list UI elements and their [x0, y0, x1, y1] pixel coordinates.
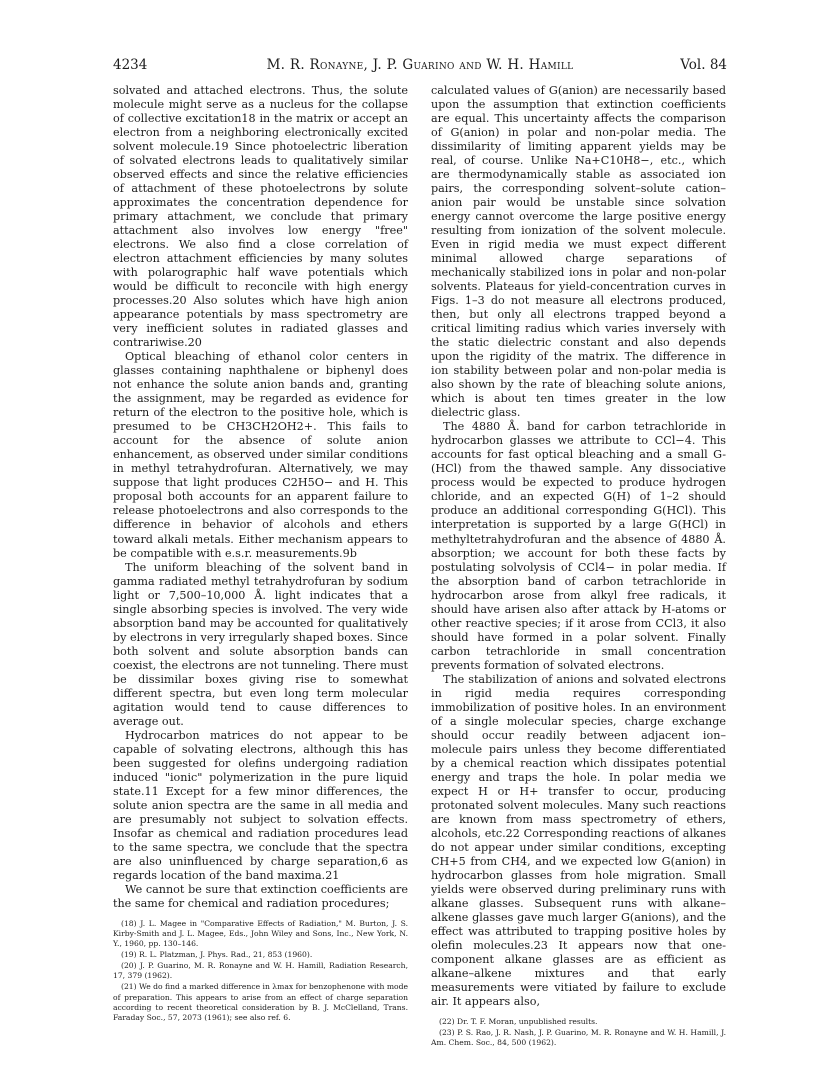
paragraph: calculated values of G(anion) are necessarily based upon the assumption that extinction coefficients are equal. This uncertainty affects the comparison of G(anion) in polar and non-polar media. The dissimilarity of limiting apparent yields may be real, of course. Unlike Na+C10H8−, etc., which are thermodynamically stable as associated ion pairs, the corresponding solvent–solute cation–anion pair would be unstable since solvation energy cannot overcome the large positive energy resulting from ionization of the solvent molecule. Even in rigid media we must expect different minimal allowed charge separations of mechanically stabilized ions in polar and non-polar solvents. Plateaus for yield-concentration curves in Figs. 1–3 do not measure all electrons produced, then, but only all electrons trapped beyond a critical limiting radius which varies inversely with the static dielectric constant and also depends upon the rigidity of the matrix. The difference in ion stability between polar and non-polar media is also shown by the rate of bleaching solute anions, which is about ten times greater in the low dielectric glass. [431, 84, 726, 420]
footnotes [431, 1017, 726, 1048]
footnote: (18) J. L. Magee in "Comparative Effects of Radiation," M. Burton, J. S. Kirby-Smith and J. L. Magee, Eds., John Wiley and Sons, Inc., New York, N. Y., 1960, pp. 130–146. [113, 918, 408, 949]
footnote: (20) J. P. Guarino, M. R. Ronayne and W. H. Hamill, Radiation Research, 17, 379 (1962). [113, 961, 408, 981]
left-column [113, 84, 408, 1024]
paragraph: The 4880 Å. band for carbon tetrachloride in hydrocarbon glasses we attribute to CCl−4. This accounts for fast optical bleaching and a small G-(HCl) from the thawed sample. Any dissociative process would be expected to produce hydrogen chloride, and an expected G(H) of 1–2 should produce an additional corresponding G(HCl). This interpretation is supported by a large G(HCl) in methyltetrahydrofuran and the absence of 4880 Å. absorption; we account for both these facts by postulating solvolysis of CCl4− in polar media. If the absorption band of carbon tetrachloride in hydrocarbon arose from alkyl free radicals, it should have arisen also after attack by H-atoms or other reactive species; if it arose from CCl3, it also should have formed in a polar solvent. Finally carbon tetrachloride in small concentration prevents formation of solvated electrons. [431, 420, 726, 672]
running-authors: M. R. Ronayne, J. P. Guarino and W. H. Hamill [266, 57, 574, 73]
paragraph: Optical bleaching of ethanol color centers in glasses containing naphthalene or biphenyl does not enhance the solute anion bands and, granting the assignment, may be regarded as evidence for return of the electron to the positive hole, which is presumed to be CH3CH2OH2+. This fails to account for the absence of solute anion enhancement, as observed under similar conditions in methyl tetrahydrofuran. Alternatively, we may suppose that light produces C2H5O− and H. This proposal both accounts for an apparent failure to release photoelectrons and also corresponds to the difference in behavior of alcohols and ethers toward alkali metals. Either mechanism appears to be compatible with e.s.r. measurements.9b [113, 350, 408, 560]
footnote: (22) Dr. T. F. Moran, unpublished results. [439, 1017, 598, 1027]
footnote: (21) We do find a marked difference in λmax for benzophenone with mode of preparation. This appears to arise from an effect of charge separation according to recent theoretical consideration by B. J. McClelland, Trans. Faraday Soc., 57, 2073 (1961); see also ref. 6. [113, 982, 408, 1022]
page-number: 4234 [113, 57, 148, 73]
paragraph: We cannot be sure that extinction coefficients are the same for chemical and radiation procedures; [113, 882, 408, 910]
footnote: (23) P. S. Rao, J. R. Nash, J. P. Guarino, M. R. Ronayne and W. H. Hamill, J. Am. Chem. Soc., 84, 500 (1962). [431, 1028, 726, 1048]
volume-number: Vol. 84 [680, 57, 727, 73]
paragraph: Hydrocarbon matrices do not appear to be capable of solvating electrons, although this has been suggested for olefins undergoing radiation induced "ionic" polymerization in the pure liquid state.11 Except for a few minor differences, the solute anion spectra are the same in all media and are presumably not subject to solvation effects. Insofar as chemical and radiation procedures lead to the same spectra, we conclude that the spectra are also uninfluenced by charge separation,6 as regards location of the band maxima.21 [113, 728, 408, 882]
footnote: (19) R. L. Platzman, J. Phys. Rad., 21, 853 (1960). [121, 950, 313, 960]
paragraph: The uniform bleaching of the solvent band in gamma radiated methyl tetrahydrofuran by sodium light or 7,500–10,000 Å. light indicates that a single absorbing species is involved. The very wide absorption band may be accounted for qualitatively by electrons in very irregularly shaped boxes. Since both solvent and solute absorption bands can coexist, the electrons are not tunneling. There must be dissimilar boxes giving rise to somewhat different spectra, but even long term molecular agitation would tend to cause differences to average out. [113, 560, 408, 728]
paragraph: solvated and attached electrons. Thus, the solute molecule might serve as a nucleus for the collapse of collective excitation18 in the matrix or accept an electron from a neighboring electronically excited solvent molecule.19 Since photoelectric liberation of solvated electrons leads to qualitatively similar observed effects and since the relative efficiencies of attachment of these photoelectrons by solute approximates the concentration dependence for primary attachment, we conclude that primary attachment also involves low energy "free" electrons. We also find a close correlation of electron attachment efficiencies by many solutes with polarographic half wave potentials which would be difficult to reconcile with high energy processes.20 Also solutes which have high anion appearance potentials by mass spectrometry are very inefficient solutes in radiated glasses and contrariwise.20 [113, 84, 408, 350]
running-header [113, 56, 727, 74]
footnotes [113, 919, 408, 1023]
right-column [431, 84, 726, 1049]
paragraph: The stabilization of anions and solvated electrons in rigid media requires corresponding immobilization of positive holes. In an environment of a single molecular species, charge exchange should occur readily between adjacent ion–molecule pairs unless they become differentiated by a chemical reaction which dissipates potential energy and traps the hole. In polar media we expect H or H+ transfer to occur, producing protonated solvent molecules. Many such reactions are known from mass spectrometry of ethers, alcohols, etc.22 Corresponding reactions of alkanes do not appear under similar conditions, excepting CH+5 from CH4, and we expected low G(anion) in hydrocarbon glasses from hole migration. Small yields were observed during preliminary runs with alkane glasses. Subsequent runs with alkane–alkene glasses gave much larger G(anions), and the effect was attributed to trapping positive holes by olefin molecules.23 It appears now that one-component alkane glasses are as efficient as alkane–alkene mixtures and that early measurements were vitiated by failure to exclude air. It appears also, [431, 672, 726, 1009]
